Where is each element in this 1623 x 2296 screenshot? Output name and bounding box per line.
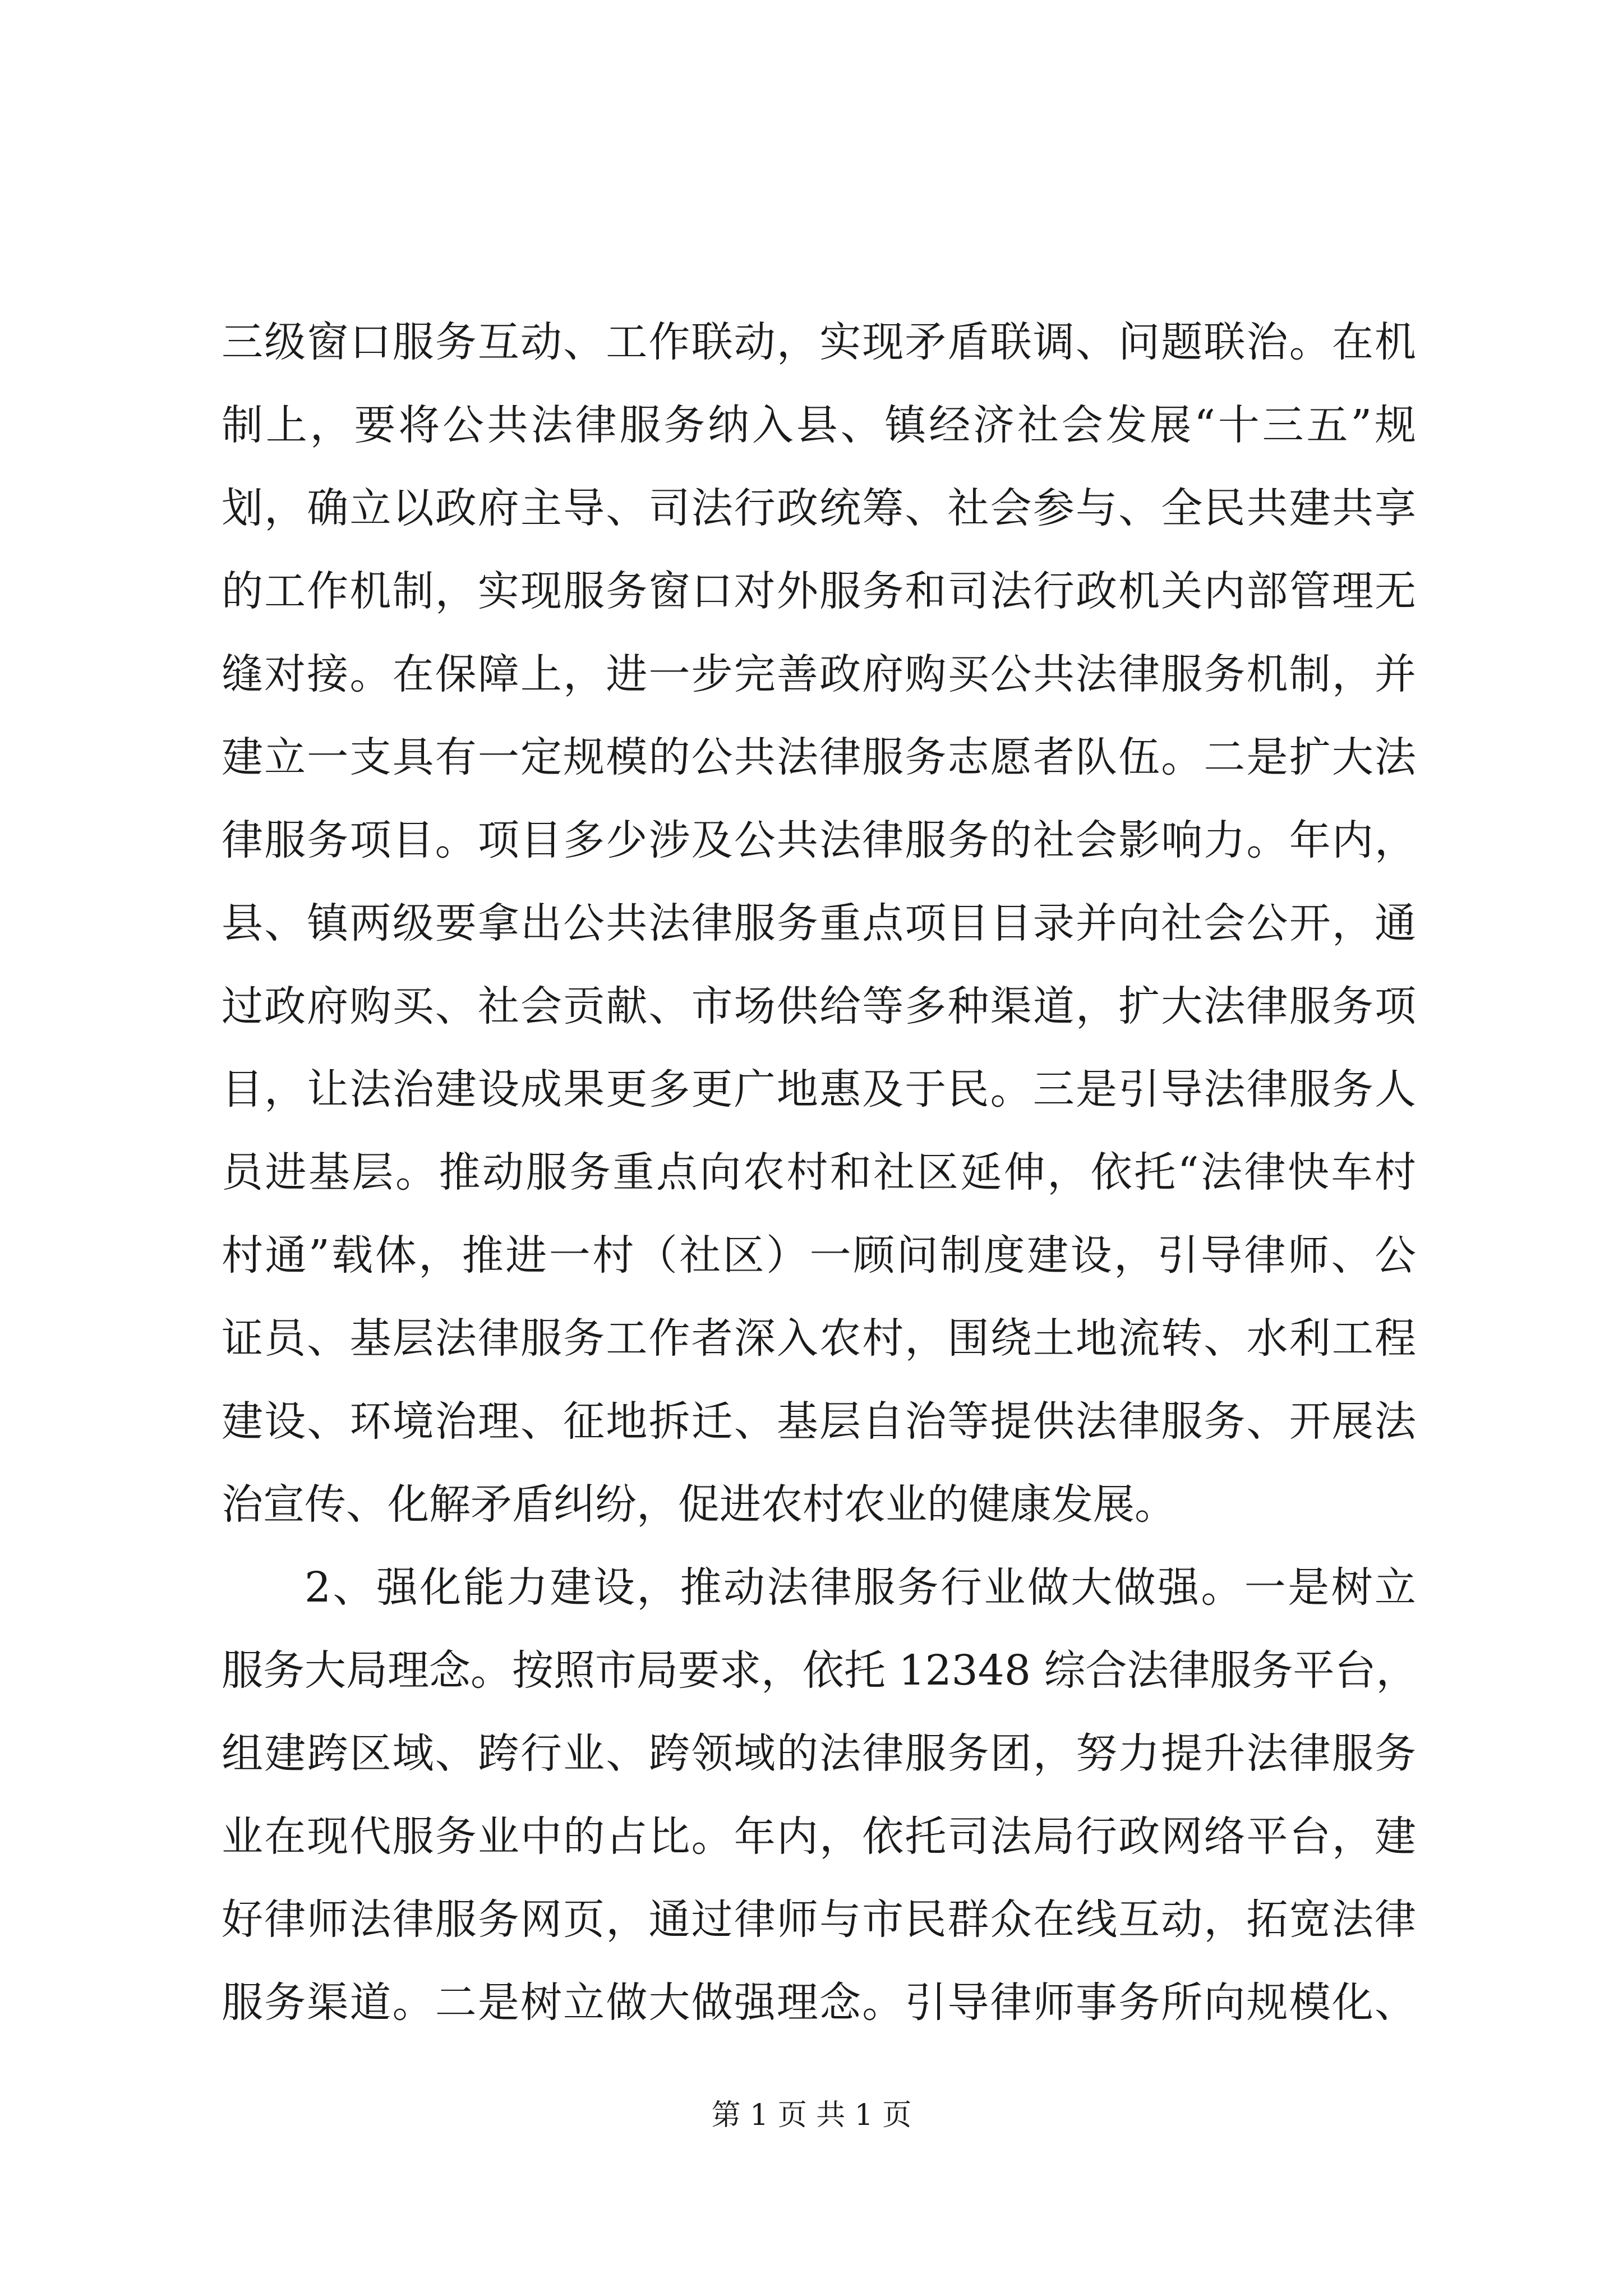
text-line: 证员、基层法律服务工作者深入农村，围绕土地流转、水利工程 [222,1314,1416,1363]
paragraph-2 [222,1546,1416,2044]
text-line: 治宣传、化解矛盾纠纷，促进农村农业的健康发展。 [222,1480,1176,1529]
paragraph-1 [222,301,1416,1546]
text-line: 制上，要将公共法律服务纳入县、镇经济社会发展“十三五”规 [222,401,1416,449]
text-line: 目，让法治建设成果更多更广地惠及于民。三是引导法律服务人 [222,1065,1416,1114]
text-line: 三级窗口服务互动、工作联动，实现矛盾联调、问题联治。在机 [222,318,1416,366]
text-line: 组建跨区域、跨行业、跨领域的法律服务团，努力提升法律服务 [222,1729,1416,1778]
text-line: 业在现代服务业中的占比。年内，依托司法局行政网络平台，建 [222,1812,1416,1861]
text-line: 的工作机制，实现服务窗口对外服务和司法行政机关内部管理无 [222,567,1416,615]
document-body [222,301,1416,2044]
text-line: 建立一支具有一定规模的公共法律服务志愿者队伍。二是扩大法 [222,733,1416,781]
text-line: 建设、环境治理、征地拆迁、基层自治等提供法律服务、开展法 [222,1397,1416,1446]
text-line: 律服务项目。项目多少涉及公共法律服务的社会影响力。年内， [222,816,1416,864]
text-line: 过政府购买、社会贡献、市场供给等多种渠道，扩大法律服务项 [222,982,1416,1030]
text-line: 员进基层。推动服务重点向农村和社区延伸，依托“法律快车村 [222,1148,1416,1197]
text-line: 县、镇两级要拿出公共法律服务重点项目目录并向社会公开，通 [222,899,1416,947]
text-line: 好律师法律服务网页，通过律师与市民群众在线互动，拓宽法律 [222,1895,1416,1944]
text-line: 村通”载体，推进一村（社区）一顾问制度建设，引导律师、公 [222,1231,1416,1280]
text-line: 缝对接。在保障上，进一步完善政府购买公共法律服务机制，并 [222,650,1416,698]
text-line: 服务渠道。二是树立做大做强理念。引导律师事务所向规模化、 [222,1978,1416,2027]
page-number-label: 第 1 页 共 1 页 [711,2099,912,2132]
text-line: 划，确立以政府主导、司法行政统筹、社会参与、全民共建共享 [222,484,1416,532]
page-footer [0,2096,1623,2135]
text-line: 2、强化能力建设，推动法律服务行业做大做强。一是树立 [305,1563,1416,1612]
text-line: 服务大局理念。按照市局要求，依托 12348 综合法律服务平台， [222,1646,1418,1695]
